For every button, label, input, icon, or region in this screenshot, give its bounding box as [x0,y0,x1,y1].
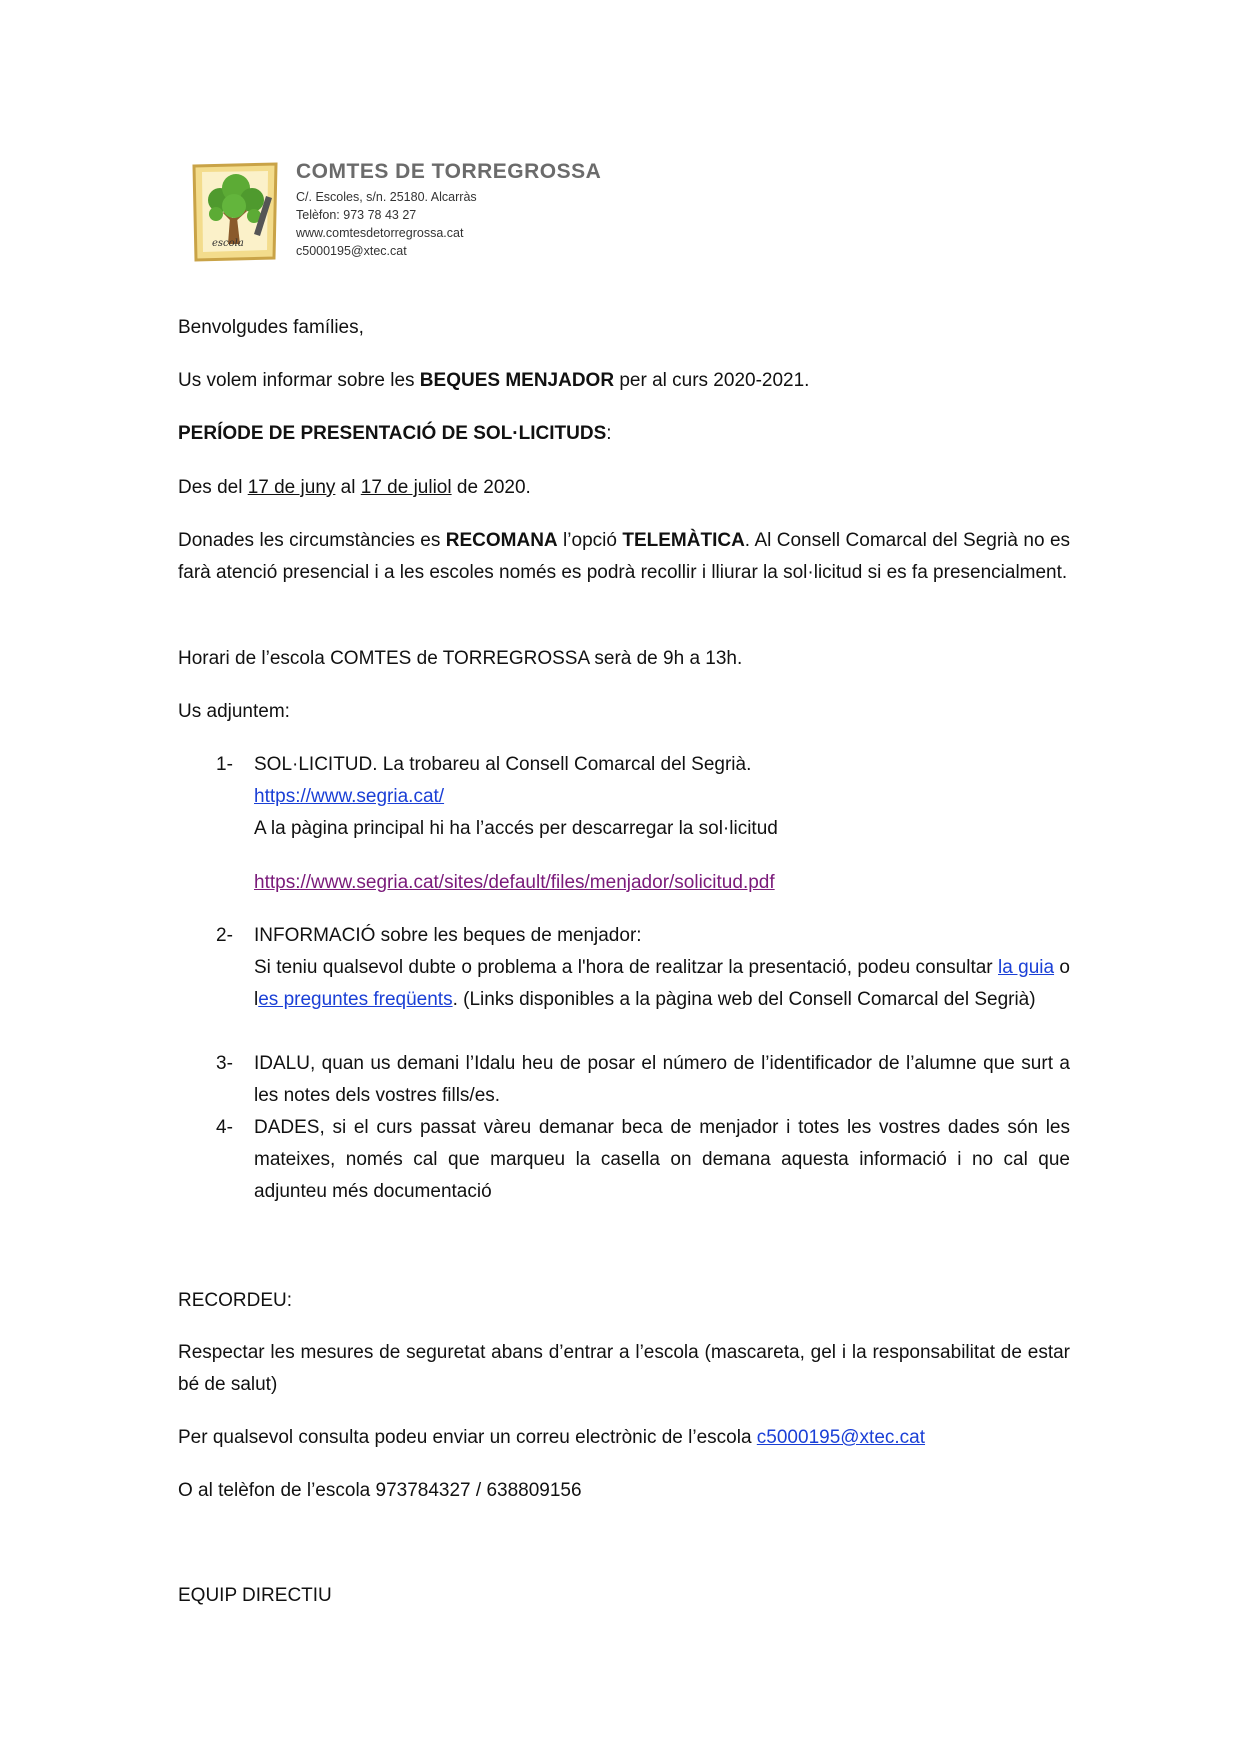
school-website: www.comtesdetorregrossa.cat [296,226,464,240]
signature: EQUIP DIRECTIU [178,1585,332,1606]
segria-link[interactable]: https://www.segria.cat/ [254,786,445,807]
email-link[interactable]: c5000195@xtec.cat [756,1427,926,1448]
school-phone: Telèfon: 973 78 43 27 [296,208,417,222]
svg-text:escola: escola [212,238,244,249]
item-text: DADES, si el curs passat vàreu demanar beca de menjador i totes les vostres dades són les mateixes, només cal que marqueu la casella on demana aquesta informació i no cal que adjunteu més documentació [254,1117,1070,1202]
remember-paragraph: Respectar les mesures de seguretat abans d’entrar a l’escola (mascareta, gel i la responsabilitat de estar bé de salut) [178,1342,1070,1395]
item-text: SOL·LICITUD. La trobareu al Consell Comarcal del Segrià. [254,754,752,775]
list-number: 2- [216,925,233,946]
solicitud-pdf-link[interactable]: https://www.segria.cat/sites/default/files/menjador/solicitud.pdf [254,872,775,893]
letterhead [190,160,610,270]
start-date: 17 de juny [247,477,336,498]
period-heading: PERÍODE DE PRESENTACIÓ DE SOL·LICITUDS: [178,423,612,444]
list-item [216,749,1070,893]
contact-paragraph: Per qualsevol consulta podeu enviar un correu electrònic de l’escola c5000195@xtec.cat [178,1427,926,1448]
item-text: INFORMACIÓ sobre les beques de menjador: [254,925,642,946]
schedule-paragraph: Horari de l’escola COMTES de TORREGROSSA serà de 9h a 13h. [178,648,743,669]
item-text: Si teniu qualsevol dubte o problema a l'hora de realitzar la presentació, podeu consultar la guia o les preguntes freqüents. (Links disponibles a la pàgina web del Consell Comarcal del Segrià) [254,957,1070,1010]
circumstances-paragraph: Donades les circumstàncies es RECOMANA l’opció TELEMÀTICA. Al Consell Comarcal del Segrià no es farà atenció presencial i a les escoles només es podrà recollir i lliurar la sol·licitud si es fa presencialment. [178,530,1071,583]
list-item [216,1048,1070,1114]
list-item [216,1112,1070,1212]
item-text: IDALU, quan us demani l’Idalu heu de posar el número de l’identificador de l’alumne que surt a les notes dels vostres fills/es. [254,1053,1070,1106]
school-address: C/. Escoles, s/n. 25180. Alcarràs [296,190,477,204]
faq-link[interactable]: es preguntes freqüents [258,989,453,1010]
phone-paragraph: O al telèfon de l’escola 973784327 / 638809156 [178,1480,582,1501]
guide-link[interactable]: la guia [998,957,1055,978]
list-number: 1- [216,754,233,775]
remember-heading: RECORDEU: [178,1290,293,1311]
list-item [216,920,1070,1050]
dates-paragraph: Des del 17 de juny al 17 de juliol de 2020. [178,477,531,498]
list-number: 4- [216,1117,233,1138]
end-date: 17 de juliol [360,477,452,498]
school-name: COMTES DE TORREGROSSA [296,160,602,183]
attach-intro: Us adjuntem: [178,701,290,722]
intro-paragraph: Us volem informar sobre les BEQUES MENJADOR per al curs 2020-2021. [178,370,810,391]
school-email: c5000195@xtec.cat [296,244,407,258]
item-text: A la pàgina principal hi ha l’accés per descarregar la sol·licitud [254,818,778,839]
list-number: 3- [216,1053,233,1074]
greeting: Benvolgudes famílies, [178,317,364,338]
school-logo-tree-icon [190,160,280,264]
